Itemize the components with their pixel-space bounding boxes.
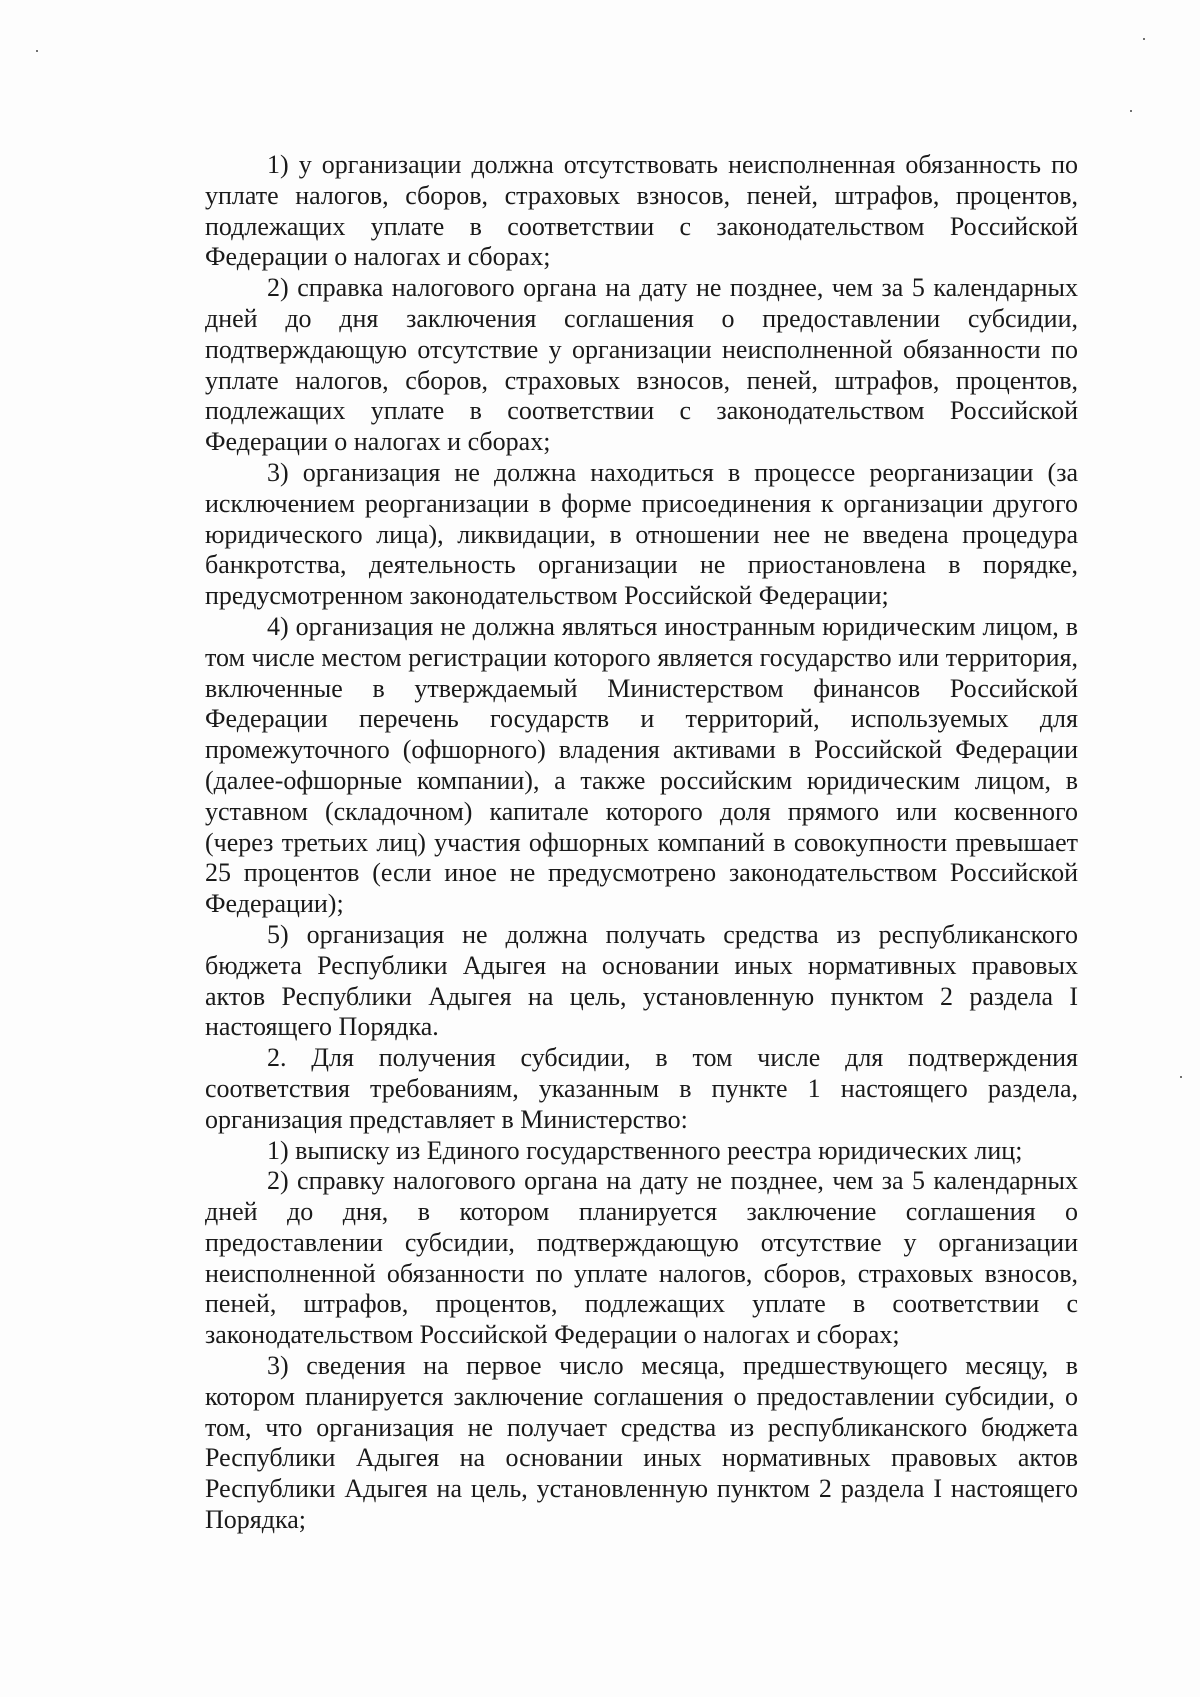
scan-speck bbox=[1130, 110, 1132, 112]
paragraph-3: 3) организация не должна находиться в процессе реорганизации (за исключением реорганизации в форме присоединения к организации другого юридического лица), ликвидации, в отношении нее не введена процедура банкротства, деятельность организации не приостановлена в порядке, предусмотренном законодательством Российской Федерации; bbox=[205, 457, 1078, 611]
paragraph-2: 2) справка налогового органа на дату не позднее, чем за 5 календарных дней до дня заключения соглашения о предоставлении субсидии, подтверждающую отсутствие у организации неисполненной обязанности по уплате налогов, сборов, страховых взносов, пеней, штрафов, процентов, подлежащих уплате в соответствии с законодательством Российской Федерации о налогах и сборах; bbox=[205, 273, 1078, 457]
section-2-intro: 2. Для получения субсидии, в том числе для подтверждения соответствия требованиям, указанным в пункте 1 настоящего раздела, организация представляет в Министерство: bbox=[205, 1043, 1078, 1134]
paragraph-2-2: 2) справку налогового органа на дату не позднее, чем за 5 календарных дней до дня, в котором планируется заключение соглашения о предоставлении субсидии, подтверждающую отсутствие у организации неисполненной обязанности по уплате налогов, сборов, страховых взносов, пеней, штрафов, процентов, подлежащих уплате в соответствии с законодательством Российской Федерации о налогах и сборах; bbox=[205, 1166, 1078, 1350]
paragraph-4: 4) организация не должна являться иностранным юридическим лицом, в том числе местом регистрации которого является государство или территория, включенные в утверждаемый Министерством финансов Российской Федерации перечень государств и территорий, используемых для промежуточного (офшорного) владения активами в Российской Федерации (далее-офшорные компании), а также российским юридическим лицом, в уставном (складочном) капитале которого доля прямого или косвенного (через третьих лиц) участия офшорных компаний в совокупности превышает 25 процентов (если иное не предусмотрено законодательством Российской Федерации); bbox=[205, 611, 1078, 919]
scan-speck bbox=[1180, 1076, 1182, 1078]
paragraph-2-3: 3) сведения на первое число месяца, предшествующего месяцу, в котором планируется заключение соглашения о предоставлении субсидии, о том, что организация не получает средства из республиканского бюджета Республики Адыгея на основании иных нормативных правовых актов Республики Адыгея на цель, установленную пунктом 2 раздела I настоящего Порядка; bbox=[205, 1351, 1078, 1535]
scan-speck bbox=[36, 50, 38, 52]
paragraph-5: 5) организация не должна получать средства из республиканского бюджета Республики Адыгея на основании иных нормативных правовых актов Республики Адыгея на цель, установленную пунктом 2 раздела I настоящего Порядка. bbox=[205, 919, 1078, 1042]
paragraph-2-1: 1) выписку из Единого государственного реестра юридических лиц; bbox=[267, 1135, 1023, 1165]
scan-speck bbox=[1143, 38, 1145, 40]
document-body bbox=[205, 150, 1078, 1536]
paragraph-1: 1) у организации должна отсутствовать неисполненная обязанность по уплате налогов, сборов, страховых взносов, пеней, штрафов, процентов, подлежащих уплате в соответствии с законодательством Российской Федерации о налогах и сборах; bbox=[205, 150, 1078, 272]
